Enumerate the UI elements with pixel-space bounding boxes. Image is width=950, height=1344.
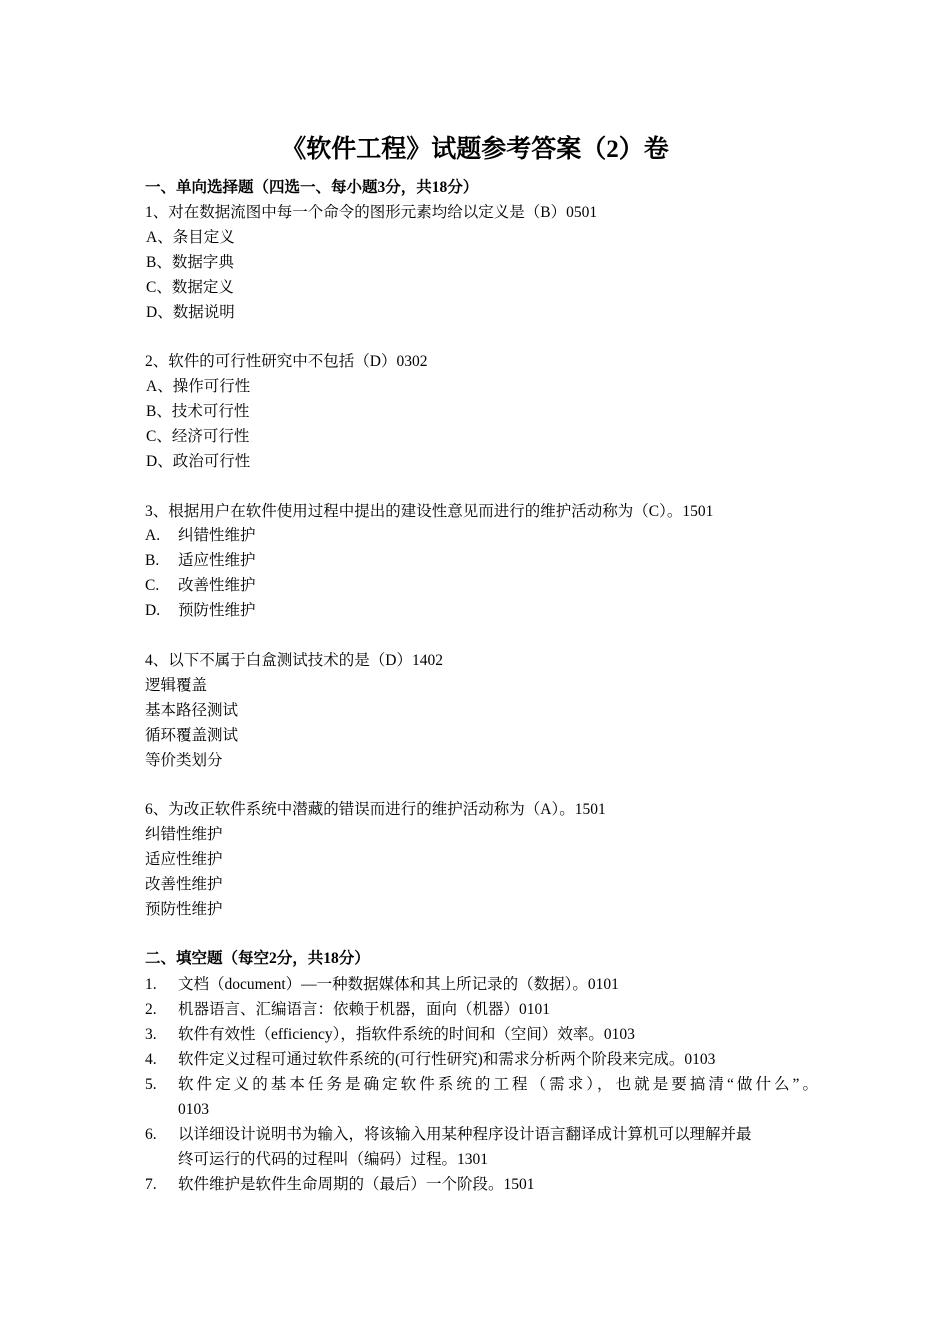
q2-option-c: C、经济可行性 xyxy=(146,428,250,445)
q1-option-c: C、数据定义 xyxy=(146,279,234,296)
fill-item-7: 软件维护是软件生命周期的（最后）一个阶段。1501 xyxy=(178,1176,535,1193)
q4-option-1: 逻辑覆盖 xyxy=(145,677,208,694)
q1-option-a: A、条目定义 xyxy=(146,229,235,246)
q3-option-b: 适应性维护 xyxy=(178,552,256,569)
fill-item-1: 文档（document）—一种数据媒体和其上所记录的（数据）。0101 xyxy=(178,976,619,993)
q4-option-2: 基本路径测试 xyxy=(145,702,239,719)
q2-option-a: A、操作可行性 xyxy=(146,378,251,395)
section2-heading: 二、填空题（每空2分，共18分） xyxy=(145,950,370,967)
q3-option-a: 纠错性维护 xyxy=(178,527,256,544)
question-3: 3、根据用户在软件使用过程中提出的建设性意见而进行的维护活动称为（C）。1501 xyxy=(145,503,714,520)
question-2: 2、软件的可行性研究中不包括（D）0302 xyxy=(145,353,428,370)
q3-option-c: 改善性维护 xyxy=(178,577,256,594)
q3-option-d: 预防性维护 xyxy=(178,602,256,619)
question-1: 1、对在数据流图中每一个命令的图形元素均给以定义是（B）0501 xyxy=(145,204,598,221)
q3-label-b: B. xyxy=(145,552,160,569)
q3-label-a: A. xyxy=(145,527,161,544)
q2-option-d: D、政治可行性 xyxy=(146,453,251,470)
fill-item-2-num: 2. xyxy=(145,1001,157,1018)
fill-item-2: 机器语言、汇编语言：依赖于机器，面向（机器）0101 xyxy=(178,1001,551,1018)
fill-item-4-num: 4. xyxy=(145,1051,157,1068)
q6-option-3: 改善性维护 xyxy=(145,876,223,893)
fill-item-3: 软件有效性（efficiency），指软件系统的时间和（空间）效率。0103 xyxy=(178,1026,635,1043)
q6-option-1: 纠错性维护 xyxy=(145,826,223,843)
q1-option-b: B、数据字典 xyxy=(146,254,234,271)
q4-option-3: 循环覆盖测试 xyxy=(145,727,239,744)
section1-heading: 一、单向选择题（四选一、每小题3分，共18分） xyxy=(145,179,479,196)
q1-option-d: D、数据说明 xyxy=(146,304,235,321)
q6-option-2: 适应性维护 xyxy=(145,851,223,868)
q3-label-c: C. xyxy=(145,577,160,594)
fill-item-7-num: 7. xyxy=(145,1176,157,1193)
q3-label-d: D. xyxy=(145,602,161,619)
fill-item-6-num: 6. xyxy=(145,1126,157,1143)
q2-option-b: B、技术可行性 xyxy=(146,403,250,420)
question-4: 4、以下不属于白盒测试技术的是（D）1402 xyxy=(145,652,443,669)
fill-item-6-cont: 终可运行的代码的过程叫（编码）过程。1301 xyxy=(178,1151,489,1168)
fill-item-5-cont: 0103 xyxy=(178,1101,209,1118)
question-6: 6、为改正软件系统中潜藏的错误而进行的维护活动称为（A）。1501 xyxy=(145,801,606,818)
fill-item-4: 软件定义过程可通过软件系统的(可行性研究)和需求分析两个阶段来完成。0103 xyxy=(178,1051,716,1068)
fill-item-1-num: 1. xyxy=(145,976,157,993)
q4-option-4: 等价类划分 xyxy=(145,752,223,769)
q6-option-4: 预防性维护 xyxy=(145,901,223,918)
fill-item-6: 以详细设计说明书为输入，将该输入用某种程序设计语言翻译成计算机可以理解并最 xyxy=(178,1126,752,1143)
fill-item-5: 软件定义的基本任务是确定软件系统的工程（需求），也就是要搞清“做什么”。 xyxy=(178,1076,818,1093)
fill-item-5-num: 5. xyxy=(145,1076,157,1093)
page-title: 《软件工程》试题参考答案（2）卷 xyxy=(281,136,669,163)
fill-item-3-num: 3. xyxy=(145,1026,157,1043)
